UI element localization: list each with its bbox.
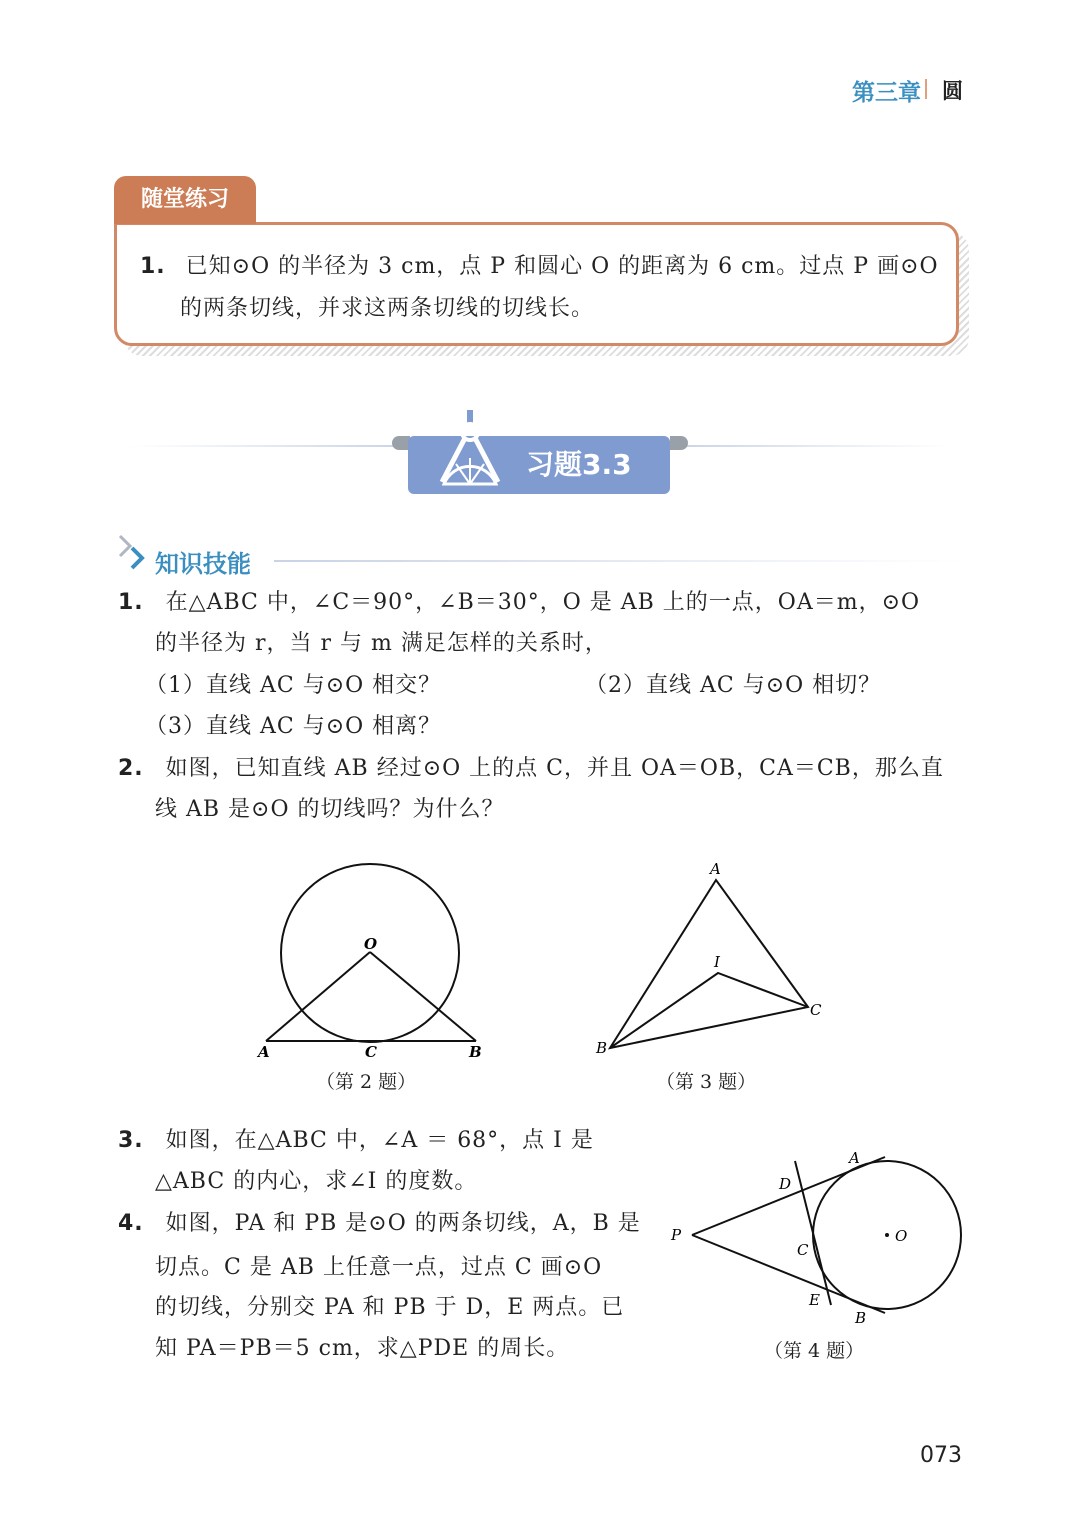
chapter-title: 圆 [942,79,963,103]
chevron-right-icon [116,532,152,572]
page-number: 073 [920,1443,962,1468]
figure-3-caption: （第 3 题） [656,1071,757,1093]
label-b: B [855,1309,867,1327]
label-d: D [779,1175,792,1193]
question-number: 3. [118,1128,144,1153]
triangle-abc [610,880,808,1048]
figure-2-diagram [250,855,500,1065]
practice-item-number: 1. [140,254,166,279]
chapter-label: 第三章 [852,80,921,106]
practice-item-line2: 的两条切线，并求这两条切线的切线长。 [180,296,595,321]
label-b: B [469,1043,482,1061]
tangent-pb [692,1235,885,1313]
question-1-line2: 的半径为 r，当 r 与 m 满足怎样的关系时， [155,631,608,656]
question-3-line1: 如图，在△ABC 中，∠A ＝ 68°，点 I 是 [165,1128,594,1153]
label-o: O [364,935,378,953]
compass-icon [434,408,506,494]
exercise-banner: 习题3.3 [408,436,670,494]
section-rule [274,560,964,562]
label-c: C [797,1241,809,1259]
question-2 [118,748,944,789]
question-4-line1: 如图，PA 和 PB 是⊙O 的两条切线，A，B 是 [165,1211,641,1236]
question-1-sub3: （3）直线 AC 与⊙O 相离？ [145,714,442,739]
banner-rule-right [670,445,950,447]
label-e: E [809,1291,820,1309]
question-4-line3: 的切线，分别交 PA 和 PB 于 D，E 两点。已 [155,1295,625,1320]
question-2-line2: 线 AB 是⊙O 的切线吗？为什么？ [155,797,505,822]
figure-4-caption: （第 4 题） [764,1340,865,1362]
label-o: O [895,1227,908,1245]
question-number: 4. [118,1211,144,1236]
label-p: P [671,1226,682,1244]
question-number: 1. [118,590,144,615]
question-1 [118,582,920,623]
tangent-pa [692,1157,885,1235]
label-b: B [596,1039,608,1057]
label-c: C [365,1043,377,1061]
figure-3-diagram [590,855,830,1065]
page-header [763,74,963,104]
question-4 [118,1203,641,1244]
practice-item-line1: 已知⊙O 的半径为 3 cm，点 P 和圆心 O 的距离为 6 cm。过点 P 画⊙O [185,254,939,279]
question-3 [118,1120,594,1161]
section-heading: 知识技能 [155,550,251,578]
banner-cap-right [670,436,688,450]
header-divider [925,79,927,99]
practice-item [140,246,939,288]
practice-tab: 随堂练习 [114,176,256,224]
center-dot [885,1233,889,1237]
question-2-line1: 如图，已知直线 AB 经过⊙O 上的点 C，并且 OA＝OB，CA＝CB，那么直 [165,756,944,781]
label-a: A [258,1043,270,1061]
question-4-line2: 切点。C 是 AB 上任意一点，过点 C 画⊙O [155,1255,603,1280]
figure-4-diagram [665,1145,975,1335]
question-1-line1: 在△ABC 中，∠C＝90°，∠B＝30°，O 是 AB 上的一点，OA＝m，⊙O [165,590,921,615]
figure-2-caption: （第 2 题） [316,1071,417,1093]
banner-rule-left [130,445,408,447]
segment-ob [370,952,476,1041]
label-a: A [849,1149,860,1167]
question-4-line4: 知 PA＝PB＝5 cm，求△PDE 的周长。 [155,1336,570,1361]
question-1-sub1: （1）直线 AC 与⊙O 相交？ [145,673,442,698]
label-i: I [714,953,720,971]
label-c: C [810,1001,822,1019]
label-a: A [710,860,721,878]
segments-bi-ci [610,973,808,1048]
question-number: 2. [118,756,144,781]
question-1-sub2: （2）直线 AC 与⊙O 相切？ [585,673,882,698]
question-3-line2: △ABC 的内心，求∠I 的度数。 [155,1169,478,1194]
